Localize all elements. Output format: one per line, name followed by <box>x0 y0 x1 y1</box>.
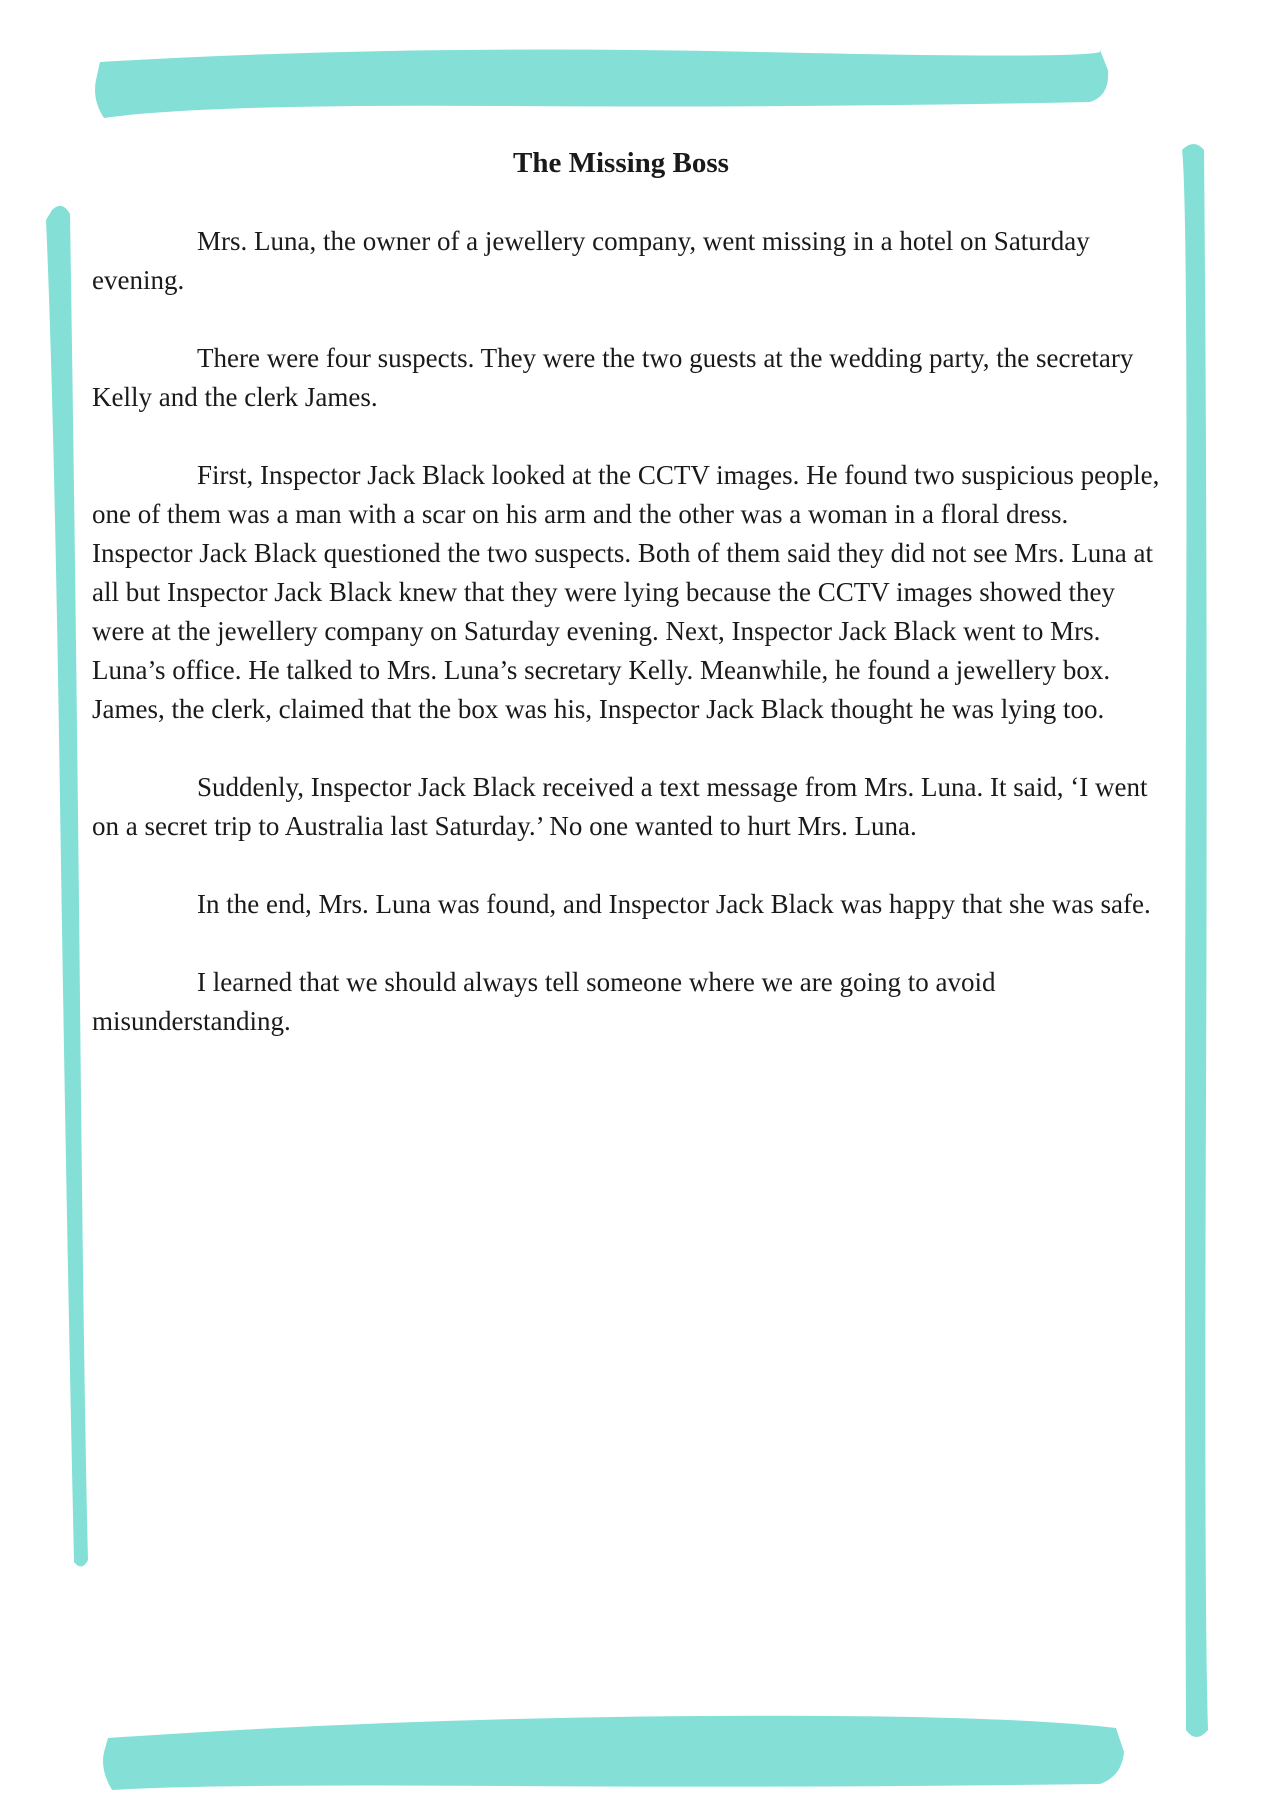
paragraph: Mrs. Luna, the owner of a jewellery company, went missing in a hotel on Saturday evening. <box>92 226 1090 295</box>
bottom-brush-stroke <box>103 1716 1124 1790</box>
right-brush-stroke <box>1182 144 1208 1737</box>
paragraph: I learned that we should always tell someone where we are going to avoid misunderstanding. <box>92 967 996 1036</box>
story-body <box>92 222 1160 1080</box>
left-brush-stroke <box>46 206 88 1567</box>
top-brush-stroke <box>95 50 1108 118</box>
paragraph: There were four suspects. They were the two guests at the wedding party, the secretary Kelly and the clerk James. <box>92 343 1134 412</box>
paragraph: First, Inspector Jack Black looked at the CCTV images. He found two suspicious people, one of them was a man with a scar on his arm and the other was a woman in a floral dress. Inspector Jack Black questioned the two suspects. Both of them said they did not see Mrs. Luna at all but Inspector Jack Black knew that they were lying because the CCTV images showed they were at the jewellery company on Saturday evening. Next, Inspector Jack Black went to Mrs. Luna’s office. He talked to Mrs. Luna’s secretary Kelly. Meanwhile, he found a jewellery box. James, the clerk, claimed that the box was his, Inspector Jack Black thought he was lying too. <box>92 460 1160 724</box>
paragraph: In the end, Mrs. Luna was found, and Inspector Jack Black was happy that she was safe. <box>197 889 1151 919</box>
paragraph: Suddenly, Inspector Jack Black received a text message from Mrs. Luna. It said, ‘I went on a secret trip to Australia last Saturday.’ No one wanted to hurt Mrs. Luna. <box>92 772 1148 841</box>
document-title: The Missing Boss <box>513 147 729 179</box>
